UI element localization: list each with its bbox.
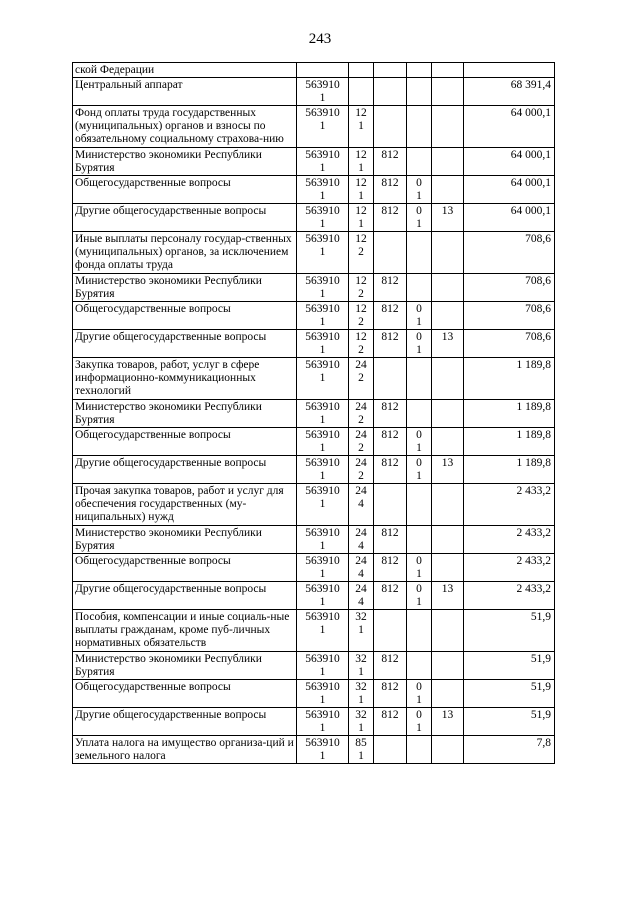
vr-code-part: 2 xyxy=(358,344,364,356)
row-name: Общегосударственные вопросы xyxy=(73,554,297,582)
csr-code xyxy=(297,400,349,428)
vr-code-part: 24 xyxy=(355,359,367,371)
ved-code: 812 xyxy=(374,554,407,582)
csr-code-part: 1 xyxy=(319,596,326,608)
csr-code xyxy=(297,302,349,330)
row-name: Министерство экономики Республики Бурятия xyxy=(73,400,297,428)
amount: 51,9 xyxy=(464,610,555,652)
ved-code: 812 xyxy=(374,204,407,232)
csr-code-part: 563910 xyxy=(305,709,340,721)
vr-code xyxy=(349,330,374,358)
csr-code-part: 563910 xyxy=(305,611,340,623)
vr-code-part: 4 xyxy=(358,596,364,608)
pr-code: 13 xyxy=(432,330,464,358)
vr-code-part: 1 xyxy=(358,190,364,202)
vr-code-part: 1 xyxy=(358,624,364,636)
table-row xyxy=(73,680,555,708)
vr-code xyxy=(349,204,374,232)
csr-code-part: 563910 xyxy=(305,429,340,441)
vr-code-part: 32 xyxy=(355,709,367,721)
rz-code xyxy=(407,302,432,330)
pr-code: 13 xyxy=(432,456,464,484)
csr-code-part: 1 xyxy=(319,246,326,258)
csr-code xyxy=(297,232,349,274)
vr-code-part: 12 xyxy=(355,233,367,245)
pr-code xyxy=(432,63,464,78)
row-name: Пособия, компенсации и иные социаль-ные выплаты гражданам, кроме пуб-личных нормативных обязательств xyxy=(73,610,297,652)
vr-code xyxy=(349,106,374,148)
vr-code xyxy=(349,176,374,204)
csr-code-part: 563910 xyxy=(305,177,340,189)
rz-code xyxy=(407,232,432,274)
table-row xyxy=(73,554,555,582)
csr-code-part: 563910 xyxy=(305,527,340,539)
rz-code-part: 0 xyxy=(416,429,422,441)
pr-code xyxy=(432,610,464,652)
vr-code-part: 12 xyxy=(355,149,367,161)
row-name: Общегосударственные вопросы xyxy=(73,428,297,456)
rz-code-part: 0 xyxy=(416,303,422,315)
row-name: Общегосударственные вопросы xyxy=(73,302,297,330)
row-name: Общегосударственные вопросы xyxy=(73,176,297,204)
amount: 2 433,2 xyxy=(464,554,555,582)
rz-code xyxy=(407,526,432,554)
row-name: Фонд оплаты труда государственных (муниципальных) органов и взносы по обязательному социальному страхова-нию xyxy=(73,106,297,148)
vr-code xyxy=(349,428,374,456)
csr-code xyxy=(297,554,349,582)
csr-code-part: 563910 xyxy=(305,485,340,497)
table-row xyxy=(73,708,555,736)
pr-code xyxy=(432,106,464,148)
amount: 2 433,2 xyxy=(464,484,555,526)
ved-code xyxy=(374,610,407,652)
pr-code xyxy=(432,78,464,106)
vr-code-part: 1 xyxy=(358,218,364,230)
row-name: Другие общегосударственные вопросы xyxy=(73,204,297,232)
amount: 1 189,8 xyxy=(464,400,555,428)
csr-code xyxy=(297,526,349,554)
rz-code xyxy=(407,274,432,302)
vr-code-part: 12 xyxy=(355,177,367,189)
csr-code-part: 1 xyxy=(319,162,326,174)
csr-code-part: 1 xyxy=(319,190,326,202)
ved-code: 812 xyxy=(374,400,407,428)
ved-code: 812 xyxy=(374,526,407,554)
vr-code-part: 2 xyxy=(358,288,364,300)
rz-code-part: 0 xyxy=(416,681,422,693)
row-name: Центральный аппарат xyxy=(73,78,297,106)
csr-code-part: 1 xyxy=(319,722,326,734)
csr-code xyxy=(297,148,349,176)
page-number: 243 xyxy=(308,31,332,47)
vr-code-part: 4 xyxy=(358,498,364,510)
csr-code xyxy=(297,274,349,302)
table-row xyxy=(73,400,555,428)
csr-code xyxy=(297,680,349,708)
table-row xyxy=(73,456,555,484)
ved-code xyxy=(374,78,407,106)
vr-code xyxy=(349,484,374,526)
amount xyxy=(464,63,555,78)
table-row xyxy=(73,610,555,652)
vr-code xyxy=(349,274,374,302)
csr-code-part: 563910 xyxy=(305,205,340,217)
csr-code xyxy=(297,176,349,204)
vr-code-part: 4 xyxy=(358,568,364,580)
amount: 64 000,1 xyxy=(464,176,555,204)
vr-code-part: 2 xyxy=(358,442,364,454)
pr-code xyxy=(432,484,464,526)
row-name: Уплата налога на имущество организа-ций и земельного налога xyxy=(73,736,297,764)
amount: 68 391,4 xyxy=(464,78,555,106)
csr-code-part: 1 xyxy=(319,372,326,384)
rz-code-part: 1 xyxy=(416,722,422,734)
rz-code-part: 1 xyxy=(416,694,422,706)
rz-code xyxy=(407,204,432,232)
rz-code-part: 1 xyxy=(416,316,422,328)
pr-code xyxy=(432,428,464,456)
row-name: Министерство экономики Республики Бурятия xyxy=(73,148,297,176)
vr-code xyxy=(349,148,374,176)
csr-code xyxy=(297,708,349,736)
csr-code xyxy=(297,582,349,610)
pr-code: 13 xyxy=(432,204,464,232)
pr-code xyxy=(432,176,464,204)
csr-code-part: 1 xyxy=(319,288,326,300)
amount: 64 000,1 xyxy=(464,106,555,148)
csr-code-part: 563910 xyxy=(305,583,340,595)
csr-code xyxy=(297,652,349,680)
ved-code xyxy=(374,63,407,78)
csr-code xyxy=(297,484,349,526)
rz-code-part: 0 xyxy=(416,583,422,595)
row-name: Другие общегосударственные вопросы xyxy=(73,456,297,484)
rz-code xyxy=(407,428,432,456)
vr-code-part: 32 xyxy=(355,653,367,665)
vr-code-part: 24 xyxy=(355,457,367,469)
ved-code xyxy=(374,106,407,148)
vr-code-part: 12 xyxy=(355,303,367,315)
csr-code-part: 1 xyxy=(319,470,326,482)
table-row xyxy=(73,274,555,302)
pr-code xyxy=(432,554,464,582)
csr-code-part: 563910 xyxy=(305,107,340,119)
rz-code-part: 1 xyxy=(416,442,422,454)
row-name: Другие общегосударственные вопросы xyxy=(73,708,297,736)
vr-code-part: 24 xyxy=(355,401,367,413)
rz-code xyxy=(407,148,432,176)
rz-code xyxy=(407,736,432,764)
csr-code-part: 563910 xyxy=(305,149,340,161)
csr-code-part: 563910 xyxy=(305,79,340,91)
amount: 708,6 xyxy=(464,302,555,330)
vr-code-part: 24 xyxy=(355,527,367,539)
row-name: Другие общегосударственные вопросы xyxy=(73,330,297,358)
vr-code-part: 1 xyxy=(358,666,364,678)
csr-code-part: 1 xyxy=(319,694,326,706)
rz-code-part: 1 xyxy=(416,190,422,202)
csr-code-part: 563910 xyxy=(305,233,340,245)
pr-code xyxy=(432,652,464,680)
vr-code-part: 2 xyxy=(358,372,364,384)
csr-code-part: 563910 xyxy=(305,359,340,371)
csr-code-part: 1 xyxy=(319,568,326,580)
vr-code-part: 24 xyxy=(355,485,367,497)
vr-code xyxy=(349,652,374,680)
vr-code-part: 12 xyxy=(355,331,367,343)
ved-code xyxy=(374,484,407,526)
rz-code-part: 0 xyxy=(416,177,422,189)
ved-code: 812 xyxy=(374,456,407,484)
vr-code-part: 2 xyxy=(358,470,364,482)
pr-code xyxy=(432,358,464,400)
table-row xyxy=(73,330,555,358)
rz-code xyxy=(407,358,432,400)
csr-code xyxy=(297,330,349,358)
csr-code-part: 563910 xyxy=(305,303,340,315)
ved-code: 812 xyxy=(374,302,407,330)
csr-code-part: 563910 xyxy=(305,457,340,469)
rz-code-part: 1 xyxy=(416,596,422,608)
rz-code-part: 0 xyxy=(416,205,422,217)
csr-code xyxy=(297,736,349,764)
csr-code xyxy=(297,78,349,106)
csr-code-part: 1 xyxy=(319,624,326,636)
rz-code-part: 1 xyxy=(416,218,422,230)
rz-code xyxy=(407,652,432,680)
csr-code-part: 1 xyxy=(319,442,326,454)
rz-code xyxy=(407,106,432,148)
ved-code xyxy=(374,358,407,400)
table-row xyxy=(73,204,555,232)
vr-code xyxy=(349,232,374,274)
table-row xyxy=(73,484,555,526)
table-row xyxy=(73,63,555,78)
vr-code-part: 1 xyxy=(358,120,364,132)
ved-code: 812 xyxy=(374,428,407,456)
csr-code-part: 1 xyxy=(319,498,326,510)
csr-code-part: 563910 xyxy=(305,653,340,665)
ved-code xyxy=(374,232,407,274)
table-row xyxy=(73,736,555,764)
rz-code-part: 0 xyxy=(416,555,422,567)
rz-code-part: 1 xyxy=(416,344,422,356)
csr-code-part: 563910 xyxy=(305,681,340,693)
amount: 51,9 xyxy=(464,680,555,708)
vr-code-part: 24 xyxy=(355,429,367,441)
pr-code xyxy=(432,736,464,764)
vr-code xyxy=(349,302,374,330)
rz-code xyxy=(407,330,432,358)
csr-code-part: 1 xyxy=(319,218,326,230)
row-name: Закупка товаров, работ, услуг в сфере информационно-коммуникационных технологий xyxy=(73,358,297,400)
vr-code-part: 2 xyxy=(358,414,364,426)
row-name: Прочая закупка товаров, работ и услуг для обеспечения государственных (му-ниципальных) нужд xyxy=(73,484,297,526)
vr-code xyxy=(349,708,374,736)
table-row xyxy=(73,176,555,204)
table-row xyxy=(73,78,555,106)
table-row xyxy=(73,148,555,176)
rz-code xyxy=(407,554,432,582)
amount: 708,6 xyxy=(464,232,555,274)
amount: 708,6 xyxy=(464,274,555,302)
vr-code xyxy=(349,582,374,610)
rz-code-part: 1 xyxy=(416,470,422,482)
vr-code-part: 1 xyxy=(358,750,364,762)
ved-code: 812 xyxy=(374,680,407,708)
csr-code xyxy=(297,358,349,400)
table-row xyxy=(73,526,555,554)
vr-code-part: 1 xyxy=(358,162,364,174)
rz-code xyxy=(407,708,432,736)
ved-code: 812 xyxy=(374,708,407,736)
vr-code xyxy=(349,680,374,708)
rz-code xyxy=(407,176,432,204)
amount: 1 189,8 xyxy=(464,428,555,456)
rz-code xyxy=(407,400,432,428)
vr-code xyxy=(349,63,374,78)
table-row xyxy=(73,582,555,610)
amount: 51,9 xyxy=(464,652,555,680)
amount: 2 433,2 xyxy=(464,582,555,610)
row-name: Министерство экономики Республики Бурятия xyxy=(73,526,297,554)
vr-code xyxy=(349,400,374,428)
row-name: Другие общегосударственные вопросы xyxy=(73,582,297,610)
vr-code xyxy=(349,736,374,764)
rz-code xyxy=(407,63,432,78)
amount: 7,8 xyxy=(464,736,555,764)
ved-code: 812 xyxy=(374,176,407,204)
csr-code xyxy=(297,204,349,232)
rz-code-part: 0 xyxy=(416,457,422,469)
vr-code-part: 24 xyxy=(355,555,367,567)
csr-code xyxy=(297,428,349,456)
amount: 64 000,1 xyxy=(464,204,555,232)
pr-code xyxy=(432,400,464,428)
vr-code-part: 32 xyxy=(355,681,367,693)
vr-code-part: 32 xyxy=(355,611,367,623)
vr-code xyxy=(349,358,374,400)
table-row xyxy=(73,232,555,274)
pr-code xyxy=(432,232,464,274)
amount: 1 189,8 xyxy=(464,358,555,400)
amount: 2 433,2 xyxy=(464,526,555,554)
vr-code-part: 1 xyxy=(358,694,364,706)
vr-code xyxy=(349,526,374,554)
vr-code-part: 85 xyxy=(355,737,367,749)
csr-code-part: 1 xyxy=(319,316,326,328)
rz-code xyxy=(407,610,432,652)
amount: 708,6 xyxy=(464,330,555,358)
csr-code-part: 563910 xyxy=(305,275,340,287)
pr-code xyxy=(432,302,464,330)
pr-code xyxy=(432,148,464,176)
vr-code-part: 1 xyxy=(358,722,364,734)
rz-code xyxy=(407,484,432,526)
vr-code-part: 12 xyxy=(355,107,367,119)
csr-code xyxy=(297,63,349,78)
csr-code xyxy=(297,610,349,652)
csr-code-part: 1 xyxy=(319,750,326,762)
budget-table xyxy=(72,62,555,764)
pr-code: 13 xyxy=(432,582,464,610)
csr-code-part: 1 xyxy=(319,344,326,356)
csr-code-part: 563910 xyxy=(305,737,340,749)
rz-code xyxy=(407,78,432,106)
csr-code-part: 563910 xyxy=(305,555,340,567)
vr-code-part: 2 xyxy=(358,246,364,258)
rz-code xyxy=(407,582,432,610)
table-row xyxy=(73,652,555,680)
vr-code-part: 24 xyxy=(355,583,367,595)
rz-code xyxy=(407,680,432,708)
vr-code-part: 2 xyxy=(358,316,364,328)
amount: 1 189,8 xyxy=(464,456,555,484)
pr-code xyxy=(432,526,464,554)
row-name: Министерство экономики Республики Бурятия xyxy=(73,652,297,680)
vr-code xyxy=(349,610,374,652)
row-name: Министерство экономики Республики Бурятия xyxy=(73,274,297,302)
vr-code-part: 4 xyxy=(358,540,364,552)
csr-code-part: 1 xyxy=(319,92,326,104)
vr-code xyxy=(349,78,374,106)
rz-code-part: 0 xyxy=(416,331,422,343)
pr-code xyxy=(432,274,464,302)
pr-code: 13 xyxy=(432,708,464,736)
vr-code-part: 12 xyxy=(355,205,367,217)
vr-code-part: 12 xyxy=(355,275,367,287)
csr-code xyxy=(297,106,349,148)
ved-code: 812 xyxy=(374,652,407,680)
amount: 51,9 xyxy=(464,708,555,736)
csr-code-part: 563910 xyxy=(305,331,340,343)
row-name: Общегосударственные вопросы xyxy=(73,680,297,708)
amount: 64 000,1 xyxy=(464,148,555,176)
rz-code xyxy=(407,456,432,484)
row-name: Иные выплаты персоналу государ-ственных (муниципальных) органов, за исключением фонда оплаты труда xyxy=(73,232,297,274)
csr-code-part: 1 xyxy=(319,540,326,552)
rz-code-part: 0 xyxy=(416,709,422,721)
rz-code-part: 1 xyxy=(416,568,422,580)
ved-code: 812 xyxy=(374,148,407,176)
pr-code xyxy=(432,680,464,708)
table-row xyxy=(73,302,555,330)
ved-code: 812 xyxy=(374,274,407,302)
vr-code xyxy=(349,456,374,484)
table-row xyxy=(73,428,555,456)
row-name: ской Федерации xyxy=(73,63,297,78)
table-row xyxy=(73,358,555,400)
csr-code xyxy=(297,456,349,484)
ved-code xyxy=(374,736,407,764)
csr-code-part: 563910 xyxy=(305,401,340,413)
ved-code: 812 xyxy=(374,582,407,610)
csr-code-part: 1 xyxy=(319,666,326,678)
csr-code-part: 1 xyxy=(319,414,326,426)
ved-code: 812 xyxy=(374,330,407,358)
table-row xyxy=(73,106,555,148)
vr-code xyxy=(349,554,374,582)
csr-code-part: 1 xyxy=(319,120,326,132)
